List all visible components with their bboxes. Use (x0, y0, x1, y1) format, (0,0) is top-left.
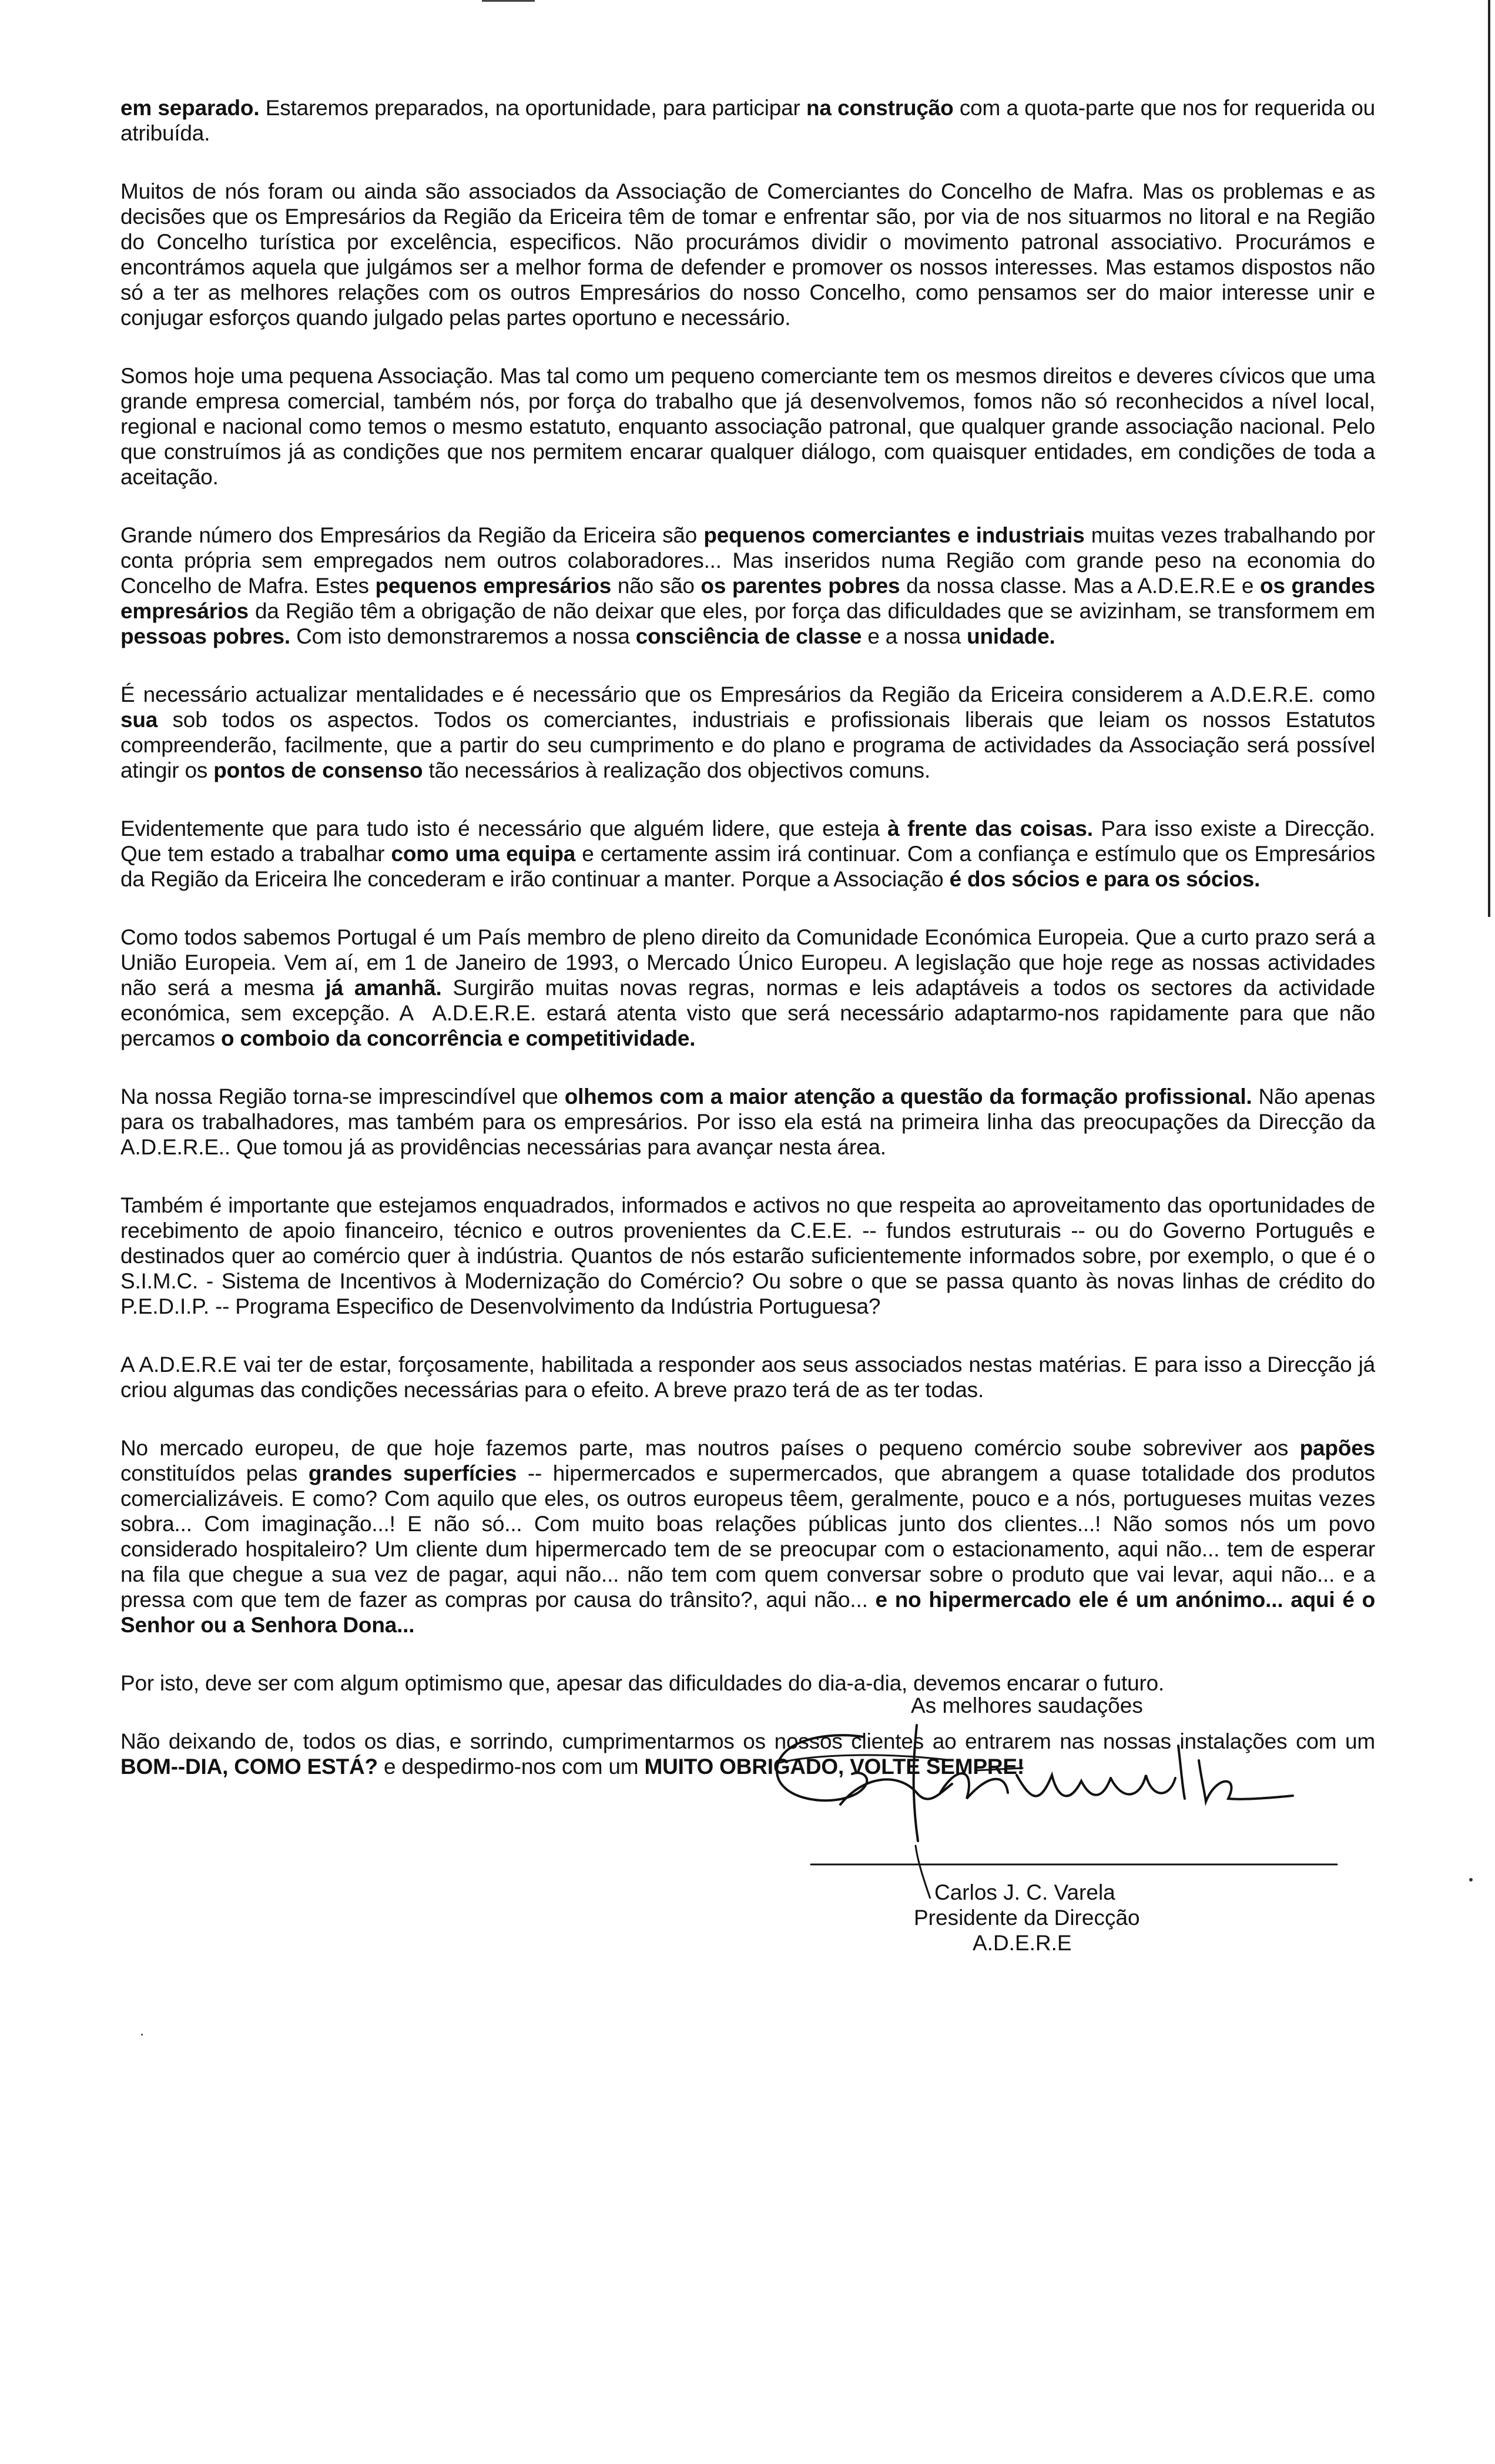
handwritten-signature (764, 1705, 1340, 1899)
signatory-organization: A.D.E.R.E (973, 1931, 1072, 1955)
bold-text-run: como uma equipa (391, 842, 576, 866)
text-run: sob todos os aspectos. Todos os comerciantes, industriais e profissionais liberais que leiam os nossos Estatutos compreenderão, facilmente, que a partir do seu cumprimento e do plano e programa de actividades da Associação será possível atingir os (120, 708, 1382, 782)
letter-paragraph (120, 95, 1382, 146)
letter-paragraph (120, 363, 1382, 490)
signatory-title: Presidente da Direcção (914, 1906, 1140, 1930)
bold-text-run: na construção (806, 96, 954, 120)
bold-text-run: MUITO OBRIGADO, VOLTE SEMPRE! (644, 1755, 1025, 1779)
bold-text-run: pessoas pobres. (120, 624, 291, 648)
text-run: da Região têm a obrigação de não deixar que eles, por força das dificuldades que se avizinham, se transformem em (248, 599, 1382, 623)
bold-text-run: o comboio da concorrência e competitividade. (220, 1026, 696, 1050)
text-run: constituídos pelas (120, 1436, 1382, 1485)
text-run: -- hipermercados e supermercados, que abrangem a quase totalidade dos produtos comercializáveis. E como? Com aquilo que eles, os outros europeus têem, geralmente, pouco e a nós, portugueses muitas vezes sobra... Com imaginação...! E não só... Com muito boas relações públicas junto dos clientes...! Não somos nós um povo considerado hospitaleiro? Um cliente dum hipermercado tem de se preocupar com o estacionamento, aqui não... tem de esperar na fila que chegue a sua vez de pagar, aqui não... não tem com quem conversar sobre o produto que vai levar, aqui não... e a pressa com que tem de fazer as compras por causa do trânsito?, aqui não... (120, 1461, 1382, 1612)
bold-text-run: já amanhã. (325, 976, 442, 1000)
bold-text-run: os parentes pobres (700, 574, 900, 598)
text-run: Estaremos preparados, na oportunidade, para participar (259, 96, 806, 120)
letter-body (120, 95, 1382, 1812)
letter-paragraph (120, 523, 1382, 649)
bold-text-run: unidade. (967, 624, 1055, 648)
bold-text-run: pequenos comerciantes e industriais (703, 523, 1085, 547)
text-run: A A.D.E.R.E vai ter de estar, forçosamente, habilitada a responder aos seus associados nestas matérias. E para isso a Direcção já criou algumas das condições necessárias para o efeito. A breve prazo terá de as ter todas. (120, 1352, 1382, 1402)
text-run: É necessário actualizar mentalidades e é necessário que os Empresários da Região da Ericeira considerem a A.D.E.R.E. como (120, 682, 1382, 707)
bold-text-run: grandes superfícies (308, 1461, 517, 1485)
scan-side-rule (1488, 0, 1490, 917)
bold-text-run: os grandes empresários (120, 574, 1375, 623)
letter-paragraph (120, 682, 1382, 783)
letter-paragraph (120, 1670, 1375, 1696)
text-run: Não apenas para os trabalhadores, mas também para os empresários. Por isso ela está na primeira linha das preocupações da Direcção da A.D.E.R.E.. Que tomou já as providências necessárias para avançar nesta área. (120, 1084, 1382, 1159)
text-run: tão necessários à realização dos objectivos comuns. (423, 758, 931, 782)
text-run: Evidentemente que para tudo isto é necessário que alguém lidere, que esteja (120, 816, 888, 841)
closing-greeting: As melhores saudações (911, 1693, 1143, 1718)
signature-block (764, 1693, 1352, 1975)
bold-text-run: à frente das coisas. (887, 816, 1093, 841)
text-run: Grande número dos Empresários da Região da Ericeira são (120, 523, 704, 547)
scan-speck (1469, 1878, 1473, 1882)
text-run: e despedirmo-nos com um (377, 1755, 645, 1779)
text-run: muitas vezes trabalhando por conta própria sem empregados nem outros colaboradores... Mas inseridos numa Região com grande peso na economia do Concelho de Mafra. Estes (120, 523, 1382, 598)
text-run: No mercado europeu, de que hoje fazemos parte, mas noutros países o pequeno comércio soube sobreviver aos (120, 1436, 1300, 1460)
letter-paragraph (120, 925, 1382, 1051)
letter-paragraph (120, 179, 1382, 330)
text-run: Como todos sabemos Portugal é um País membro de pleno direito da Comunidade Económica Europeia. Que a curto prazo será a União Europeia. Vem aí, em 1 de Janeiro de 1993, o Mercado Único Europeu. A legislação que hoje rege as nossas actividades não será a mesma (120, 925, 1382, 1000)
text-run: da nossa classe. Mas a A.D.E.R.E e (900, 574, 1260, 598)
bold-text-run: é dos sócios e para os sócios. (949, 867, 1261, 891)
signatory-name: Carlos J. C. Varela (934, 1880, 1115, 1904)
text-run: Somos hoje uma pequena Associação. Mas tal como um pequeno comerciante tem os mesmos direitos e deveres cívicos que uma grande empresa comercial, também nós, por força do trabalho que já desenvolvemos, fomos não só reconhecidos a nível local, regional e nacional como temos o mesmo estatuto, enquanto associação patronal, que qualquer grande associação nacional. Pelo que construímos já as condições que nos permitem encarar qualquer diálogo, com quaisquer entidades, em condições de toda a aceitação. (120, 364, 1382, 489)
bold-text-run: pontos de consenso (213, 758, 423, 782)
letter-paragraph (120, 1084, 1382, 1160)
letter-paragraph (120, 1435, 1382, 1638)
text-run: Na nossa Região torna-se imprescindível que (120, 1084, 565, 1109)
bold-text-run: BOM--DIA, COMO ESTÁ? (120, 1755, 378, 1779)
text-run: Surgirão muitas novas regras, normas e leis adaptáveis a todos os sectores da actividade económica, sem excepção. A A.D.E.R.E. estará atenta visto que será necessário adaptarmo-nos rapidamente para que não percamos (120, 976, 1382, 1050)
letter-paragraph (120, 1352, 1382, 1402)
text-run: não são (611, 574, 701, 598)
text-run: e a nossa (862, 624, 967, 648)
bold-text-run: consciência de classe (635, 624, 862, 648)
text-run: Não deixando de, todos os dias, e sorrindo, cumprimentarmos os nossos clientes ao entrarem nas nossas instalações com um (120, 1729, 1382, 1753)
scan-top-mark (482, 0, 535, 2)
text-run: Com isto demonstraremos a nossa (290, 624, 636, 648)
bold-text-run: sua (120, 708, 158, 732)
text-run: Por isto, deve ser com algum optimismo que, apesar das dificuldades do dia-a-dia, devemos encarar o futuro. (120, 1671, 1165, 1695)
bold-text-run: pequenos empresários (375, 574, 612, 598)
bold-text-run: olhemos com a maior atenção a questão da formação profissional. (564, 1084, 1252, 1109)
letter-paragraph (120, 1193, 1382, 1319)
bold-text-run: e no hipermercado ele é um anónimo... aqui é o Senhor ou a Senhora Dona... (120, 1588, 1375, 1637)
text-run: Para isso existe a Direcção. Que tem estado a trabalhar (120, 816, 1382, 866)
text-run: com a quota-parte que nos for requerida ou atribuída. (120, 96, 1382, 145)
text-run: Muitos de nós foram ou ainda são associados da Associação de Comerciantes do Concelho de Mafra. Mas os problemas e as decisões que os Empresários da Região da Ericeira têm de tomar e enfrentar são, por via de nos situarmos no litoral e na Região do Concelho turística por excelência, especificos. Não procurámos dividir o movimento patronal associativo. Procurámos e encontrámos aquela que julgámos ser a melhor forma de defender e promover os nossos interesses. Mas estamos dispostos não só a ter as melhores relações com os outros Empresários do nosso Concelho, como pensamos ser do maior interesse unir e conjugar esforços quando julgado pelas partes oportuno e necessário. (120, 179, 1382, 330)
scan-speck (141, 2034, 143, 2036)
text-run: Também é importante que estejamos enquadrados, informados e activos no que respeita ao aproveitamento das oportunidades de recebimento de apoio financeiro, técnico e outros provenientes da C.E.E. -- fundos estruturais -- ou do Governo Português e destinados quer ao comércio quer à indústria. Quantos de nós estarão suficientemente informados sobre, por exemplo, o que é o S.I.M.C. - Sistema de Incentivos à Modernização do Comércio? Ou sobre o que se passa quanto às novas linhas de crédito do P.E.D.I.P. -- Programa Especifico de Desenvolvimento da Indústria Portuguesa? (120, 1193, 1382, 1318)
bold-text-run: em separado. (120, 96, 260, 120)
letter-paragraph (120, 816, 1382, 892)
bold-text-run: papões (1299, 1436, 1375, 1460)
text-run: e certamente assim irá continuar. Com a confiança e estímulo que os Empresários da Região da Ericeira lhe concederam e irão continuar a manter. Porque a Associação (120, 842, 1382, 891)
